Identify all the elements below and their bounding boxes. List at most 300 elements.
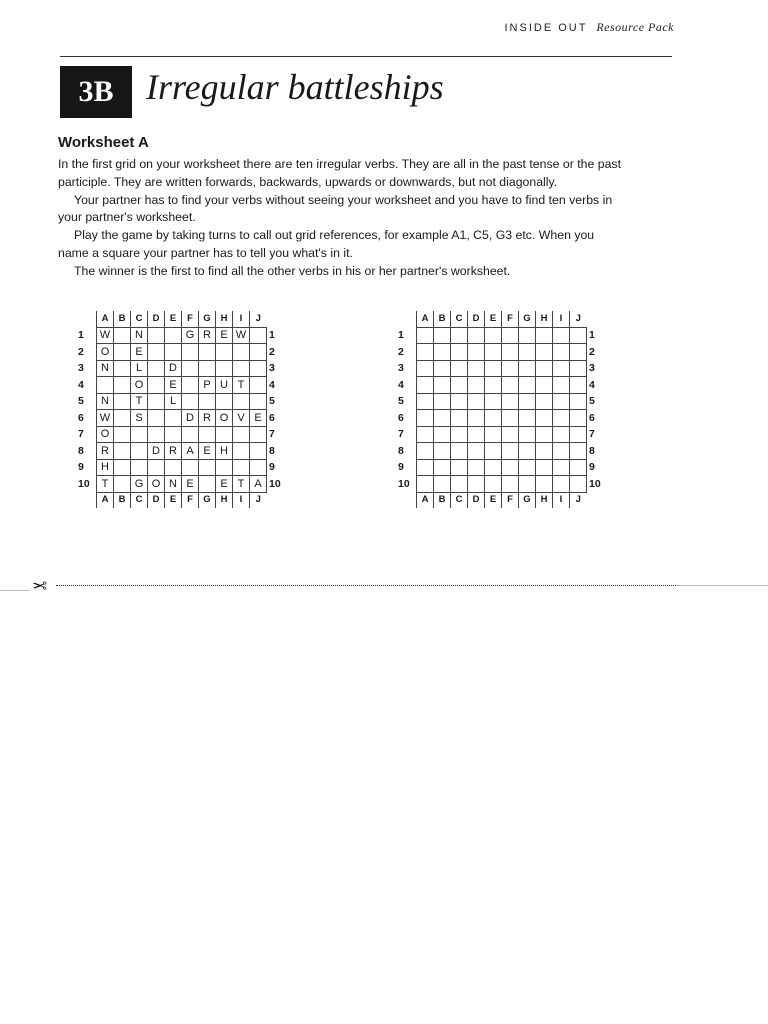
grid-cell [553, 393, 570, 410]
grid-cell [233, 459, 250, 476]
grid-cell [502, 377, 519, 394]
grid-cell [250, 377, 267, 394]
column-label: H [216, 311, 233, 327]
grid-cell [182, 377, 199, 394]
grid-cell [165, 327, 182, 344]
grid-cell [199, 459, 216, 476]
section-title: Worksheet A [58, 134, 149, 151]
grid-cell [485, 426, 502, 443]
instruction-paragraph: Your partner has to find your verbs without seeing your worksheet and you have to find ten verbs in your partner's worksheet. [58, 192, 613, 225]
grid-cell [148, 459, 165, 476]
column-label: H [216, 492, 233, 508]
column-label: D [468, 311, 485, 327]
grid-corner [74, 492, 97, 508]
row-label: 3 [269, 362, 275, 375]
column-label: B [434, 311, 451, 327]
series-name: INSIDE OUT [504, 22, 588, 34]
column-footer-row [74, 492, 287, 508]
grid-row [74, 327, 287, 344]
grid-cell: W [97, 327, 114, 344]
instructions [58, 156, 628, 281]
column-label: C [131, 492, 148, 508]
grid-cell [114, 393, 131, 410]
grid-cell [485, 443, 502, 460]
grid-cell: T [233, 377, 250, 394]
grid-cell [434, 377, 451, 394]
grid-cell [417, 410, 434, 427]
row-label: 8 [589, 444, 595, 457]
grid-cell [502, 443, 519, 460]
column-label: A [417, 311, 434, 327]
grid-cell [468, 426, 485, 443]
row-label: 4 [78, 378, 84, 391]
grid-cell: G [131, 476, 148, 493]
row-label: 5 [398, 395, 404, 408]
grid-cell [182, 459, 199, 476]
grid-cell [536, 360, 553, 377]
grid-row [394, 426, 607, 443]
grid-cell [468, 377, 485, 394]
grid-cell [451, 476, 468, 493]
grid-cell [434, 476, 451, 493]
column-label: G [199, 311, 216, 327]
row-label: 7 [398, 428, 404, 441]
column-label: A [417, 492, 434, 508]
grid-cell: G [182, 327, 199, 344]
grid-cell: P [199, 377, 216, 394]
row-label: 5 [78, 395, 84, 408]
column-label: J [570, 492, 587, 508]
column-label: E [165, 492, 182, 508]
grid-cell [199, 426, 216, 443]
grid-cell [199, 360, 216, 377]
column-label: A [97, 492, 114, 508]
grid-cell [199, 393, 216, 410]
scissors-icon: ✂ [32, 575, 48, 595]
grid-cell [434, 327, 451, 344]
grid-cell [114, 426, 131, 443]
grid-cell: H [216, 443, 233, 460]
grid-cell [570, 443, 587, 460]
grid-cell [536, 443, 553, 460]
column-label: G [519, 311, 536, 327]
row-label: 4 [398, 378, 404, 391]
grid-cell [417, 476, 434, 493]
grid-cell [250, 426, 267, 443]
instruction-paragraph: The winner is the first to find all the other verbs in his or her partner's worksheet. [74, 263, 511, 278]
grid-cell [451, 327, 468, 344]
grid-row [394, 476, 607, 493]
grid-row [394, 459, 607, 476]
row-label: 6 [398, 411, 404, 424]
grid-cell [182, 360, 199, 377]
grid-cell [148, 377, 165, 394]
grid-cell: N [97, 360, 114, 377]
grid-cell: D [148, 443, 165, 460]
row-label: 2 [589, 345, 595, 358]
row-label: 2 [78, 345, 84, 358]
grid-cell: O [131, 377, 148, 394]
grid-cell [250, 393, 267, 410]
grid-cell [519, 443, 536, 460]
column-label: F [182, 311, 199, 327]
grid-cell [417, 443, 434, 460]
grid-cell [502, 327, 519, 344]
grid-cell [485, 410, 502, 427]
grid-cell [468, 459, 485, 476]
column-label: H [536, 492, 553, 508]
grid-corner [394, 492, 417, 508]
grid-cell [468, 393, 485, 410]
grid-cell: D [182, 410, 199, 427]
column-label: C [451, 311, 468, 327]
column-label: E [485, 311, 502, 327]
grid-cell [165, 344, 182, 361]
row-label: 5 [589, 395, 595, 408]
grid-cell: R [199, 327, 216, 344]
row-label: 3 [78, 362, 84, 375]
row-label: 10 [78, 477, 90, 490]
grid-cell [451, 393, 468, 410]
grid-cell [451, 360, 468, 377]
grid-cell [553, 459, 570, 476]
row-label: 10 [589, 477, 601, 490]
unit-badge: 3B [60, 66, 132, 118]
grid-cell [536, 426, 553, 443]
grid-cell: R [199, 410, 216, 427]
column-label: E [485, 492, 502, 508]
grid-cell: A [250, 476, 267, 493]
grid-cell [502, 476, 519, 493]
grid-cell [519, 410, 536, 427]
grid-cell: R [165, 443, 182, 460]
grid-cell: R [97, 443, 114, 460]
grid-corner [394, 311, 417, 327]
row-label: 2 [398, 345, 404, 358]
grid-cell: E [216, 476, 233, 493]
grid-cell [570, 393, 587, 410]
grid-cell [216, 426, 233, 443]
grid-cell [502, 360, 519, 377]
grid-cell [131, 443, 148, 460]
grid-cell: S [131, 410, 148, 427]
grid-cell [536, 377, 553, 394]
grid-cell [434, 344, 451, 361]
grid-cell [553, 443, 570, 460]
left-rule [0, 590, 30, 591]
row-label: 6 [589, 411, 595, 424]
grid-cell [114, 410, 131, 427]
grid-cell: W [97, 410, 114, 427]
grid-cell: D [165, 360, 182, 377]
grid-cell [485, 459, 502, 476]
column-label: D [148, 311, 165, 327]
column-header-row [394, 311, 607, 327]
row-label: 8 [398, 444, 404, 457]
row-label: 9 [269, 461, 275, 474]
row-label: 3 [589, 362, 595, 375]
grid-cell [519, 393, 536, 410]
grid-corner [587, 311, 608, 327]
resource-name: Resource Pack [596, 20, 674, 34]
grid-cell [536, 393, 553, 410]
grid-cell [165, 459, 182, 476]
grid-cell: N [97, 393, 114, 410]
grid-b [394, 311, 607, 508]
grid-cell [536, 344, 553, 361]
grid-cell [148, 344, 165, 361]
grid-row [74, 476, 287, 493]
grid-row [74, 443, 287, 460]
row-label: 8 [78, 444, 84, 457]
grid-cell [502, 344, 519, 361]
grid-row [74, 459, 287, 476]
grid-cell [114, 377, 131, 394]
grid-cell [553, 377, 570, 394]
grid-cell [536, 327, 553, 344]
column-header-row [74, 311, 287, 327]
grid-cell [233, 360, 250, 377]
side-rule [676, 585, 768, 586]
grid-cell [233, 443, 250, 460]
grid-row [74, 393, 287, 410]
page-title: Irregular battleships [146, 67, 444, 107]
grid-cell [148, 327, 165, 344]
grid-cell [485, 377, 502, 394]
grid-corner [267, 492, 288, 508]
grid-row [74, 410, 287, 427]
grid-cell [451, 410, 468, 427]
column-label: D [148, 492, 165, 508]
grid-row [394, 377, 607, 394]
grid-cell: N [131, 327, 148, 344]
grid-cell [451, 344, 468, 361]
grid-cell: W [233, 327, 250, 344]
column-label: B [114, 311, 131, 327]
grid-cell [468, 476, 485, 493]
grid-cell [148, 410, 165, 427]
grid-cell [434, 393, 451, 410]
row-label: 9 [78, 461, 84, 474]
grid-cell [553, 344, 570, 361]
grid-cell: V [233, 410, 250, 427]
grid-cell [468, 327, 485, 344]
grid-cell [250, 459, 267, 476]
grid-corner [587, 492, 608, 508]
column-label: C [451, 492, 468, 508]
grid-cell [182, 344, 199, 361]
row-label: 9 [589, 461, 595, 474]
grid-cell [485, 393, 502, 410]
grid-cell [570, 327, 587, 344]
grid-row [394, 327, 607, 344]
column-label: J [570, 311, 587, 327]
column-label: E [165, 311, 182, 327]
row-label: 1 [78, 329, 84, 342]
column-label: I [233, 311, 250, 327]
column-label: I [233, 492, 250, 508]
column-label: A [97, 311, 114, 327]
grid-cell: O [97, 426, 114, 443]
row-label: 9 [398, 461, 404, 474]
column-label: J [250, 492, 267, 508]
grid-cell [536, 476, 553, 493]
grid-cell [216, 459, 233, 476]
grid-cell [250, 327, 267, 344]
grid-cell [417, 459, 434, 476]
grid-cell [502, 393, 519, 410]
row-label: 3 [398, 362, 404, 375]
grid-cell [570, 360, 587, 377]
grid-cell [216, 393, 233, 410]
grid-cell [216, 344, 233, 361]
grid-row [394, 443, 607, 460]
grid-cell: O [216, 410, 233, 427]
grid-cell [434, 459, 451, 476]
column-label: F [502, 492, 519, 508]
grid-a [74, 311, 287, 508]
grid-cell [417, 426, 434, 443]
grid-cell [148, 360, 165, 377]
row-label: 7 [78, 428, 84, 441]
grid-cell [250, 360, 267, 377]
grid-cell [131, 459, 148, 476]
grid-cell: L [131, 360, 148, 377]
grid-cell: E [250, 410, 267, 427]
row-label: 6 [78, 411, 84, 424]
grid-cell [114, 360, 131, 377]
grid-cell [199, 476, 216, 493]
grid-cell [165, 410, 182, 427]
grid-cell [451, 443, 468, 460]
grid-cell [502, 410, 519, 427]
grid-cell [114, 459, 131, 476]
grid-row [74, 360, 287, 377]
grid-cell [250, 443, 267, 460]
grid-cell [553, 327, 570, 344]
grid-cell [182, 393, 199, 410]
grid-cell [417, 360, 434, 377]
grid-cell [536, 410, 553, 427]
grid-cell [468, 344, 485, 361]
grid-cell [131, 426, 148, 443]
grid-cell [114, 443, 131, 460]
row-label: 4 [269, 378, 275, 391]
grid-cell [233, 393, 250, 410]
grid-cell [553, 476, 570, 493]
row-label: 4 [589, 378, 595, 391]
row-label: 1 [589, 329, 595, 342]
grid-cell: T [233, 476, 250, 493]
grid-cell [519, 459, 536, 476]
grid-cell: A [182, 443, 199, 460]
grid-row [394, 410, 607, 427]
grid-cell [233, 426, 250, 443]
grid-row [394, 360, 607, 377]
grid-cell [114, 476, 131, 493]
row-label: 2 [269, 345, 275, 358]
grid-cell [519, 377, 536, 394]
grid-cell [519, 344, 536, 361]
grid-cell [417, 377, 434, 394]
grid-cell [570, 377, 587, 394]
instruction-paragraph: Play the game by taking turns to call out grid references, for example A1, C5, G3 etc. When you name a square your partner has to tell you what's in it. [58, 228, 595, 260]
grid-cell [519, 360, 536, 377]
grid-cell: H [97, 459, 114, 476]
row-label: 10 [269, 477, 281, 490]
grid-cell [519, 476, 536, 493]
grid-row [74, 344, 287, 361]
grid-cell: L [165, 393, 182, 410]
column-label: I [553, 492, 570, 508]
grid-cell [553, 360, 570, 377]
grid-cell [570, 344, 587, 361]
grid-cell [468, 360, 485, 377]
grid-cell [114, 327, 131, 344]
grid-cell [451, 426, 468, 443]
instruction-paragraph: In the first grid on your worksheet there are ten irregular verbs. They are all in the past tense or the past participle. They are written forwards, backwards, upwards or downwards, but not diagonally. [58, 157, 621, 189]
grid-cell [553, 426, 570, 443]
column-label: G [199, 492, 216, 508]
grid-cell [434, 426, 451, 443]
grid-cell: E [131, 344, 148, 361]
column-label: B [434, 492, 451, 508]
grid-row [74, 377, 287, 394]
grid-cell [250, 344, 267, 361]
grid-cell [570, 476, 587, 493]
grid-cell [451, 459, 468, 476]
grid-cell: E [216, 327, 233, 344]
header-text [504, 20, 674, 35]
column-label: D [468, 492, 485, 508]
header-rule [60, 56, 672, 57]
grid-cell [485, 327, 502, 344]
grid-cell [434, 360, 451, 377]
grid-cell [536, 459, 553, 476]
column-label: H [536, 311, 553, 327]
grid-cell [485, 344, 502, 361]
grid-cell: O [148, 476, 165, 493]
grid-cell [434, 443, 451, 460]
grid-cell: T [131, 393, 148, 410]
grid-cell [199, 344, 216, 361]
column-label: F [502, 311, 519, 327]
row-label: 7 [589, 428, 595, 441]
grid-cell: N [165, 476, 182, 493]
column-label: B [114, 492, 131, 508]
grid-cell [485, 360, 502, 377]
grid-cell [148, 393, 165, 410]
grid-cell [417, 393, 434, 410]
grid-cell [216, 360, 233, 377]
column-footer-row [394, 492, 607, 508]
grid-cell: T [97, 476, 114, 493]
grid-cell [519, 426, 536, 443]
grid-cell [485, 476, 502, 493]
grid-cell [451, 377, 468, 394]
grid-corner [74, 311, 97, 327]
grid-corner [267, 311, 288, 327]
grid-cell [553, 410, 570, 427]
column-label: G [519, 492, 536, 508]
row-label: 8 [269, 444, 275, 457]
grid-cell [417, 327, 434, 344]
grid-cell [434, 410, 451, 427]
column-label: I [553, 311, 570, 327]
grid-cell: E [165, 377, 182, 394]
row-label: 10 [398, 477, 410, 490]
grid-cell [570, 459, 587, 476]
